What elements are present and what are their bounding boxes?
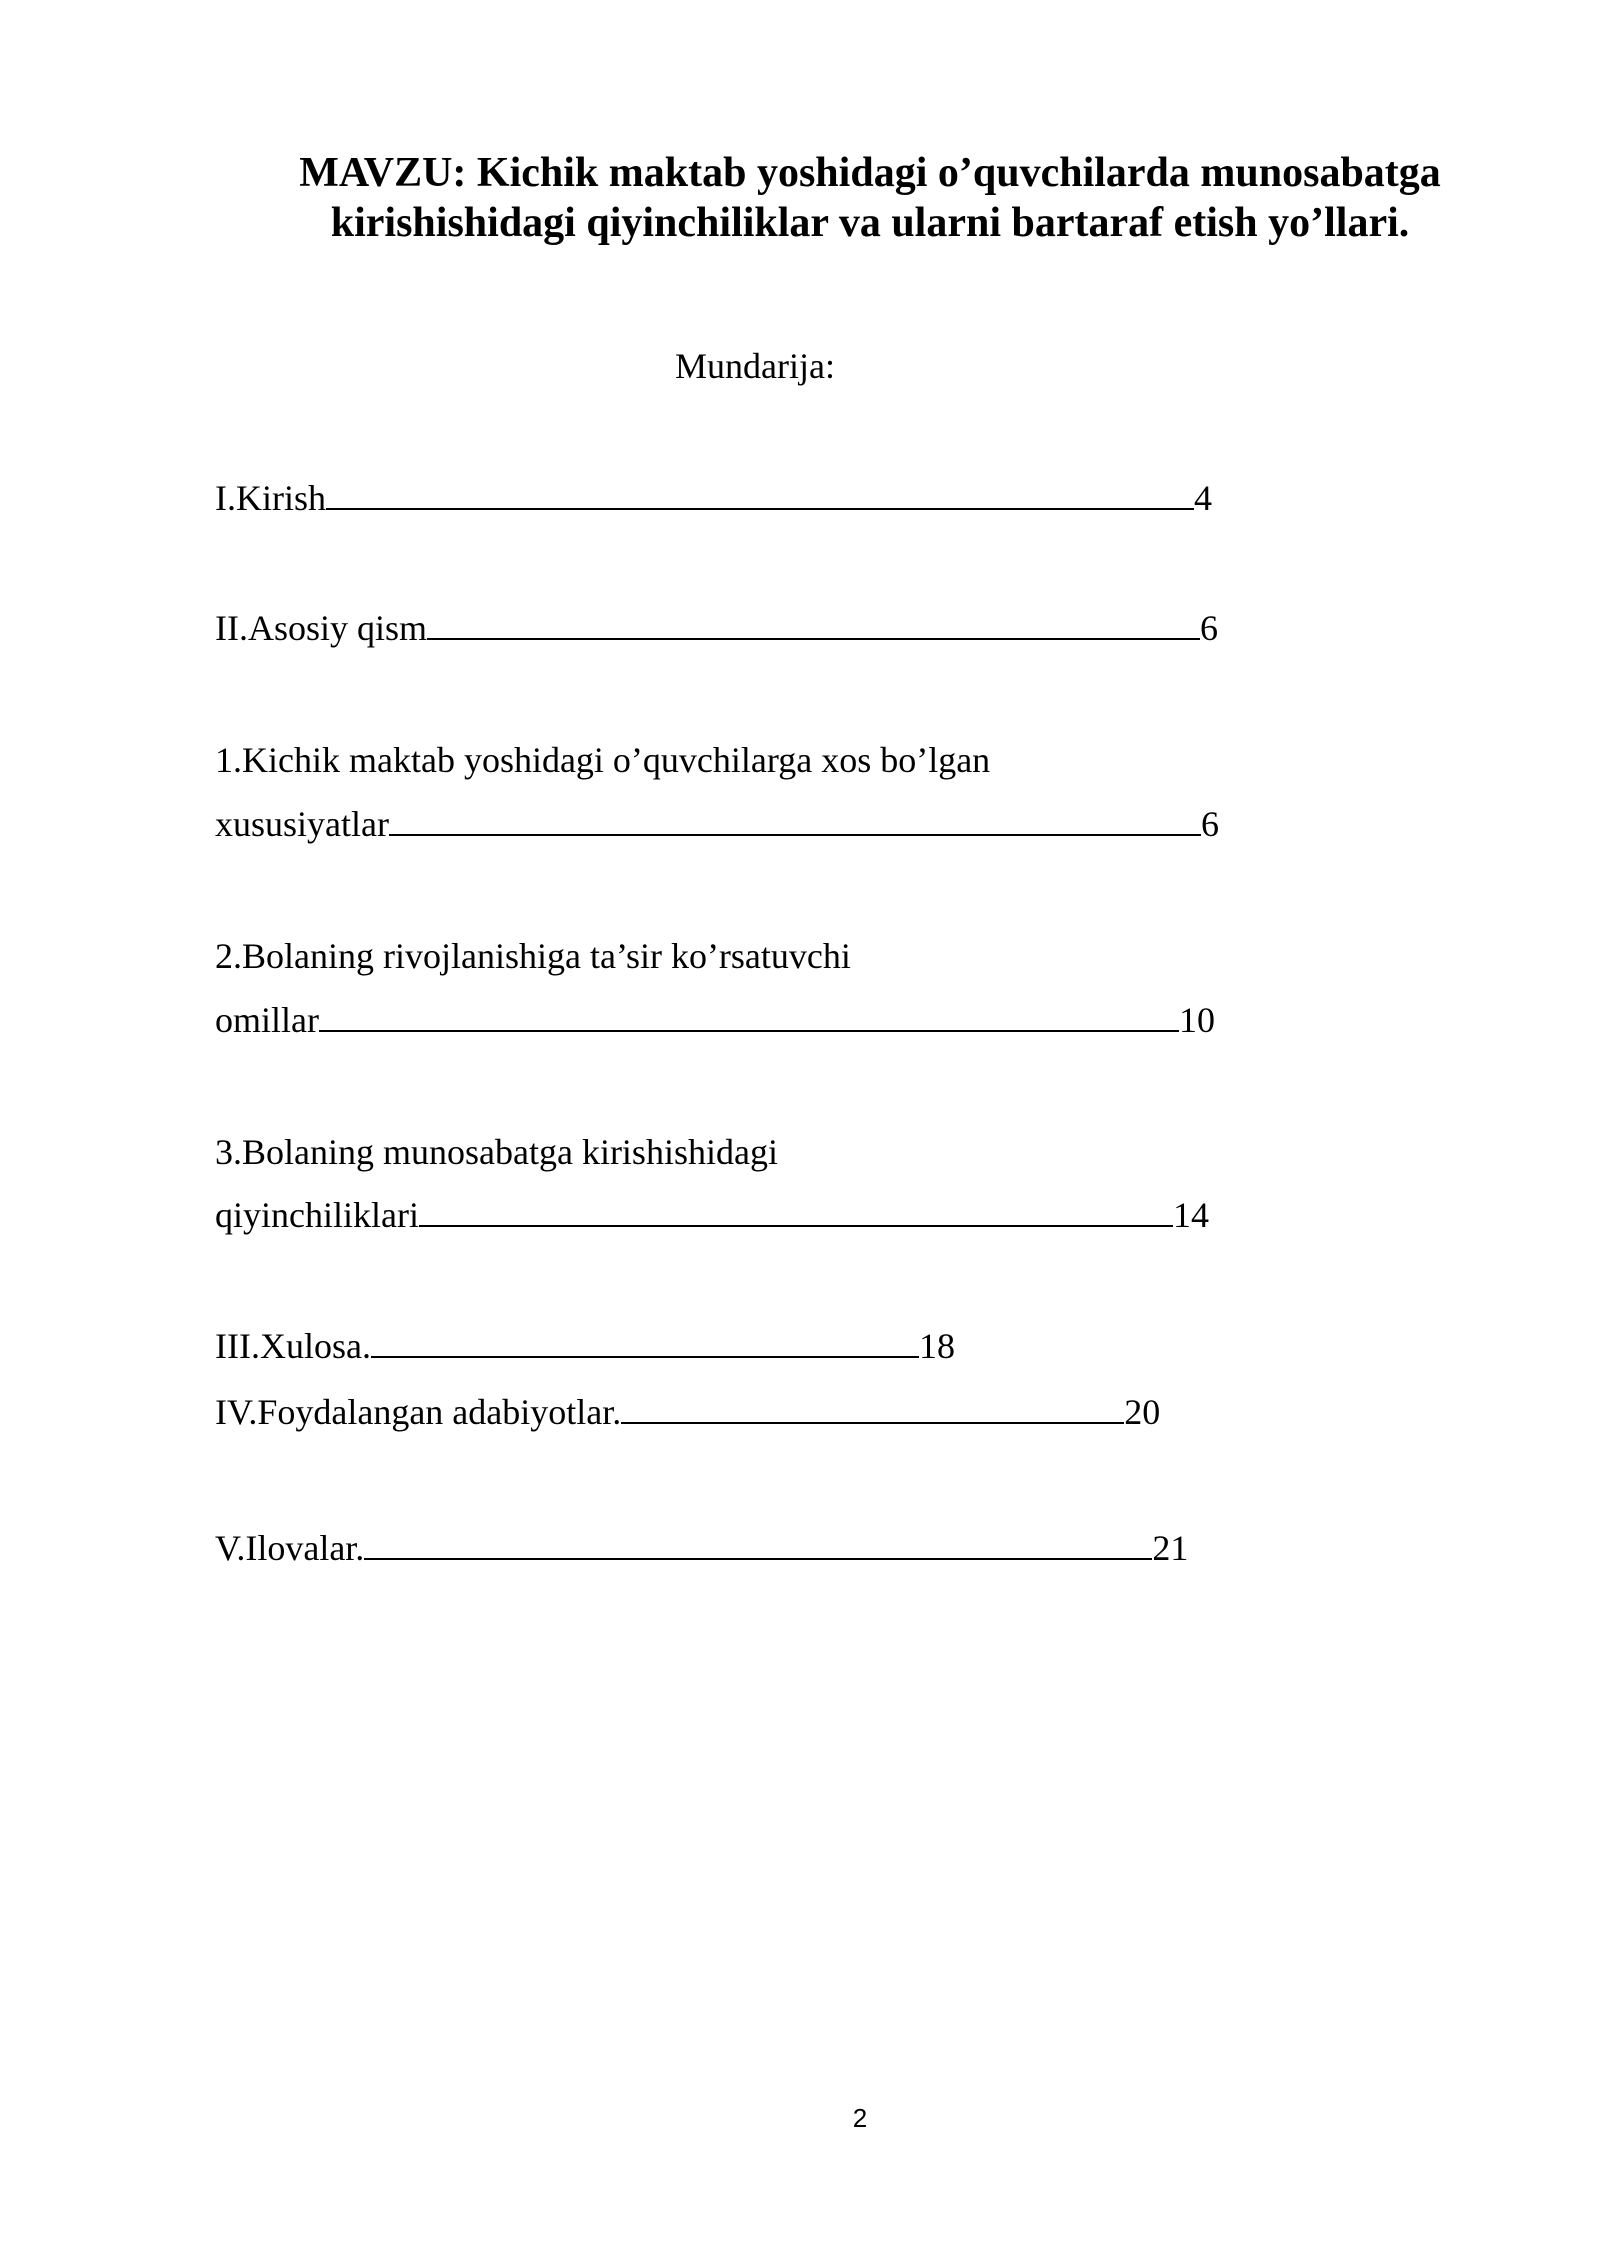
toc-entry-page: 6 <box>1200 608 1219 648</box>
toc-entry-3-line-1: 3.Bolaning munosabatga kirishishidagi <box>215 1132 778 1172</box>
toc-entry-3-line-2 <box>215 1193 1209 1237</box>
toc-leader-line <box>371 1324 919 1358</box>
toc-leader-line <box>419 1193 1173 1227</box>
toc-entry-asosiy-qism <box>215 606 1218 650</box>
toc-entry-label: V.Ilovalar. <box>215 1528 365 1568</box>
toc-entry-label: IV.Foydalangan adabiyotlar. <box>215 1392 622 1432</box>
toc-entry-adabiyotlar <box>215 1390 1160 1434</box>
toc-entry-page: 4 <box>1194 478 1212 518</box>
toc-entry-2-line-2 <box>215 998 1215 1042</box>
toc-entry-page: 18 <box>918 1326 955 1366</box>
toc-entry-page: 6 <box>1200 804 1219 844</box>
document-title-line-1: MAVZU: Kichik maktab yoshidagi o’quvchilarda munosabatga <box>299 150 1441 196</box>
toc-entry-page: 20 <box>1124 1392 1161 1432</box>
toc-entry-label: I.Kirish <box>215 478 326 518</box>
toc-entry-xulosa <box>215 1324 955 1368</box>
toc-entry-page: 21 <box>1152 1528 1189 1568</box>
toc-entry-label: omillar <box>215 1000 319 1040</box>
toc-entry-label: xususiyatlar <box>215 804 389 844</box>
toc-entry-label: II.Asosiy qism <box>215 608 428 648</box>
toc-leader-line <box>326 476 1194 510</box>
toc-leader-line <box>389 802 1201 836</box>
toc-leader-line <box>621 1390 1124 1424</box>
toc-entry-page: 10 <box>1178 1000 1215 1040</box>
toc-entry-page: 14 <box>1172 1195 1209 1235</box>
toc-entry-label: qiyinchiliklari <box>215 1195 419 1235</box>
toc-leader-line <box>364 1526 1152 1560</box>
toc-entry-label: III.Xulosa. <box>215 1326 371 1366</box>
toc-entry-ilovalar <box>215 1526 1188 1570</box>
toc-heading: Mundarija: <box>675 346 835 386</box>
document-title-line-2: kirishishidagi qiyinchiliklar va ularni bartaraf etish yo’llari. <box>330 200 1410 246</box>
toc-entry-2-line-1: 2.Bolaning rivojlanishiga ta’sir ko’rsatuvchi <box>215 936 851 976</box>
toc-entry-1-line-2 <box>215 802 1219 846</box>
toc-leader-line <box>319 998 1179 1032</box>
page-number: 2 <box>852 2103 868 2133</box>
toc-entry-1-line-1: 1.Kichik maktab yoshidagi o’quvchilarga xos bo’lgan <box>215 740 991 780</box>
toc-entry-kirish <box>215 476 1212 520</box>
toc-leader-line <box>427 606 1200 640</box>
